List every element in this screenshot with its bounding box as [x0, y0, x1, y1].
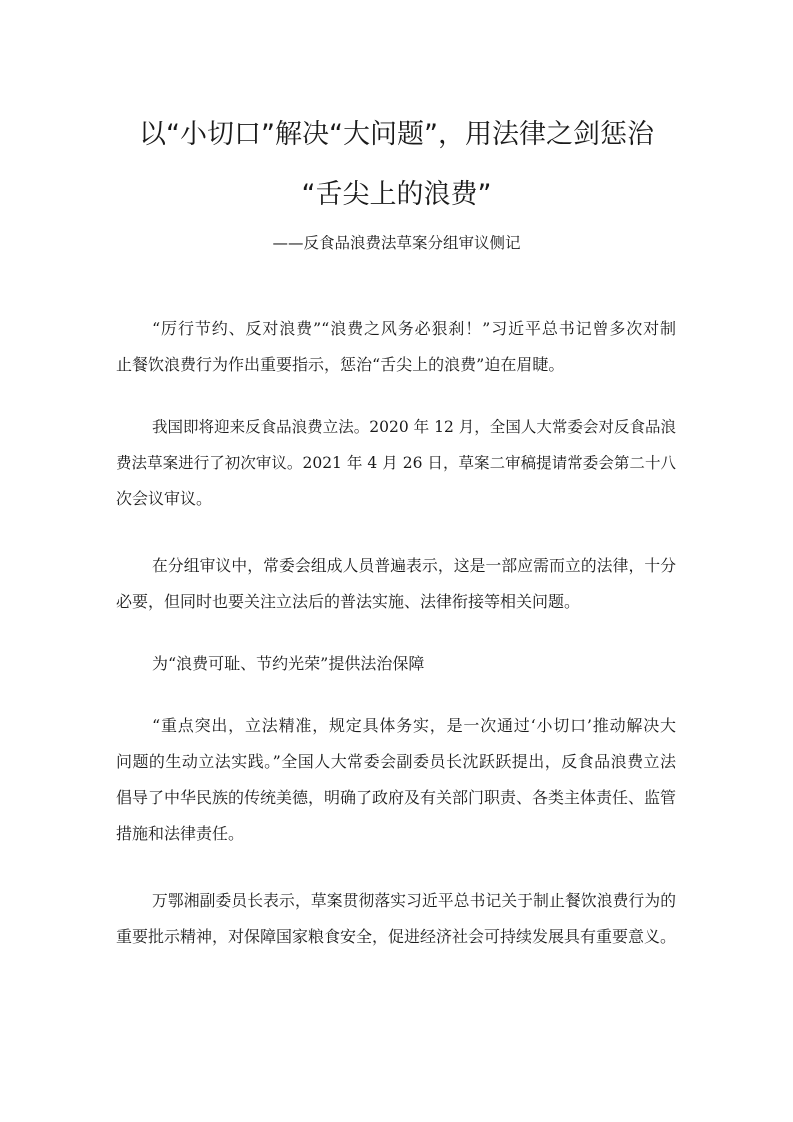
paragraph-line: 在分组审议中，常委会组成人员普遍表示，这是一部应需而立的法律，十分	[152, 556, 676, 575]
article-title-line-1: 以“小切口”解决“大问题”，用法律之剑惩治	[139, 119, 654, 150]
paragraph-line: 费法草案进行了初次审议。2021 年 4 月 26 日，草案二审稿提请常委会第二十八	[116, 454, 676, 472]
paragraph-line: 重要批示精神，对保障国家粮食安全，促进经济社会可持续发展具有重要意义。	[116, 927, 677, 946]
paragraph-line: 次会议审议。	[116, 489, 213, 508]
paragraph-line: 止餐饮浪费行为作出重要指示，惩治“舌尖上的浪费”迫在眉睫。	[116, 355, 565, 374]
article-title-line-2: “舌尖上的浪费”	[301, 179, 492, 210]
paragraph-line: “厉行节约、反对浪费”“浪费之风务必狠刹！”习近平总书记曾多次对制	[152, 319, 676, 338]
paragraph-line: 问题的生动立法实践。”全国人大常委会副委员长沈跃跃提出，反食品浪费立法	[116, 752, 676, 771]
paragraph-line: “重点突出，立法精准，规定具体务实，是一次通过‘小切口’推动解决大	[152, 716, 676, 735]
paragraph-line: 倡导了中华民族的传统美德，明确了政府及有关部门职责、各类主体责任、监管	[116, 788, 677, 807]
paragraph-line: 必要，但同时也要关注立法后的普法实施、法律衔接等相关问题。	[116, 592, 581, 611]
article-subtitle: ——反食品浪费法草案分组审议侧记	[272, 234, 521, 252]
paragraph-line: 万鄂湘副委员长表示，草案贯彻落实习近平总书记关于制止餐饮浪费行为的	[152, 891, 676, 910]
paragraph-line: 措施和法律责任。	[116, 824, 245, 843]
section-heading: 为“浪费可耻、节约光荣”提供法治保障	[152, 654, 425, 673]
paragraph-line: 我国即将迎来反食品浪费立法。2020 年 12 月，全国人大常委会对反食品浪	[152, 418, 676, 436]
